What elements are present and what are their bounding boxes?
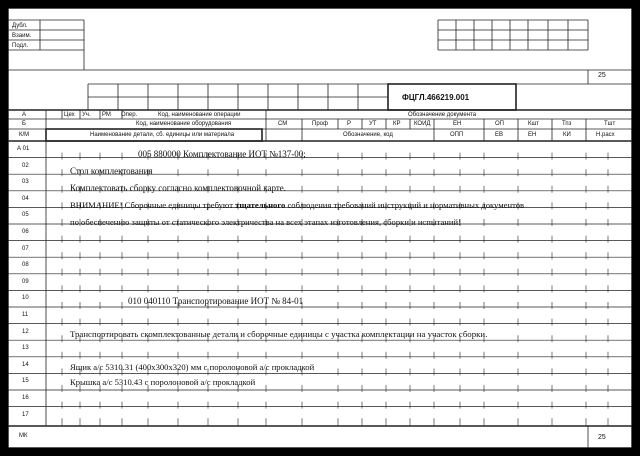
header-document-designation: Обозначение документа — [408, 112, 477, 118]
row-code-17: 17 — [22, 411, 29, 418]
station-line: Стол комплектования — [70, 166, 153, 176]
operation-010-line: 010 040110 Транспортирование ИОТ № 84-01 — [128, 296, 304, 306]
row-code-16: 16 — [22, 395, 29, 401]
row-code-9: 09 — [22, 278, 29, 285]
header-kr: КР — [393, 121, 401, 127]
header-part-name: Наименование детали, сб. единицы или материала — [90, 132, 235, 138]
header-oper: Опер. — [121, 112, 138, 118]
row-code-12: 12 — [22, 328, 29, 335]
page-number: 25 — [598, 72, 606, 79]
header-norm: Н.расх — [596, 132, 615, 138]
row-code-13: 13 — [22, 345, 29, 352]
warning-label: ВНИМАНИЕ! — [70, 200, 123, 210]
header-op: ОП — [495, 121, 504, 127]
stamp-podl-label: Подл. — [12, 43, 29, 49]
header-koid: КОИД — [414, 121, 431, 127]
lid-line: Крышка а/с 5310.43 с поролоновой а/с прокладкой — [70, 377, 256, 387]
operation-005-line: 005 880000 Комплектование ИОТ №137-00; — [138, 149, 306, 159]
header-equipment: Код, наименование оборудования — [136, 121, 232, 127]
row-code-3: 03 — [22, 179, 29, 186]
document-code: ФЦГЛ.466219.001 — [402, 93, 470, 102]
header-prof: Проф — [312, 121, 328, 127]
header-ev: ЕВ — [495, 132, 504, 138]
row-code-km: К/М — [19, 132, 30, 138]
row-code-15: 15 — [22, 378, 29, 385]
header-operation-code: Код, наименование операции — [158, 112, 241, 118]
transport-line: Транспортировать скомплектованные детали и сборочные единицы с участка комплектации на участок сборки. — [70, 329, 488, 339]
warning-continuation-line: по обеспечению защиты от статического электричества на всех этапах изготовления, сборки и испытаний! — [70, 217, 461, 227]
header-en2: ЕН — [528, 132, 537, 138]
row-code-4: 04 — [22, 195, 29, 202]
warning-line — [70, 201, 524, 210]
header-ki: КИ — [563, 132, 571, 138]
box-line: Ящик а/с 5310.31 (400х300х320) мм с поролоновой а/с прокладкой — [70, 362, 315, 372]
row-code-8: 08 — [22, 262, 29, 269]
header-tsht: Тшт — [604, 121, 616, 127]
task-line: Комплектовать сборку согласно комплектовочной карте. — [70, 183, 287, 193]
row-code-5: 05 — [22, 212, 29, 219]
row-code-11: 11 — [22, 312, 29, 318]
footer-page-number: 25 — [598, 434, 606, 441]
row-code-10: 10 — [22, 295, 29, 302]
row-code-1: А 01 — [17, 146, 30, 152]
warning-text-2: соблюдения требований инструкций и нормативных документов — [285, 200, 525, 210]
row-code-a: А — [22, 112, 27, 118]
row-code-b: Б — [22, 121, 26, 127]
row-code-mk: МК — [19, 433, 28, 439]
header-rm: РМ — [102, 112, 111, 118]
header-ksht: Кшт — [528, 121, 540, 127]
header-r: Р — [347, 121, 352, 127]
row-code-2: 02 — [22, 162, 29, 169]
row-code-6: 06 — [22, 229, 29, 235]
warning-text-1: Сборочные единицы требуют — [122, 200, 236, 210]
header-uch: Уч. — [82, 112, 91, 118]
header-sm: СМ — [278, 121, 288, 127]
stamp-dubl-label: Дубл. — [12, 23, 28, 29]
header-ut: УТ — [369, 121, 377, 127]
header-en: ЕН — [453, 121, 462, 127]
stamp-vzaim-label: Взаим. — [12, 33, 32, 39]
warning-emphasis: тщательного — [235, 200, 286, 210]
header-designation-code: Обозначение, код — [343, 132, 393, 138]
header-tseh: Цех — [64, 112, 75, 118]
route-card-sheet — [8, 8, 632, 448]
row-code-14: 14 — [22, 361, 29, 368]
header-tpz: Тпз — [562, 121, 572, 127]
header-opp: ОПП — [450, 132, 464, 138]
row-code-7: 07 — [22, 245, 29, 252]
